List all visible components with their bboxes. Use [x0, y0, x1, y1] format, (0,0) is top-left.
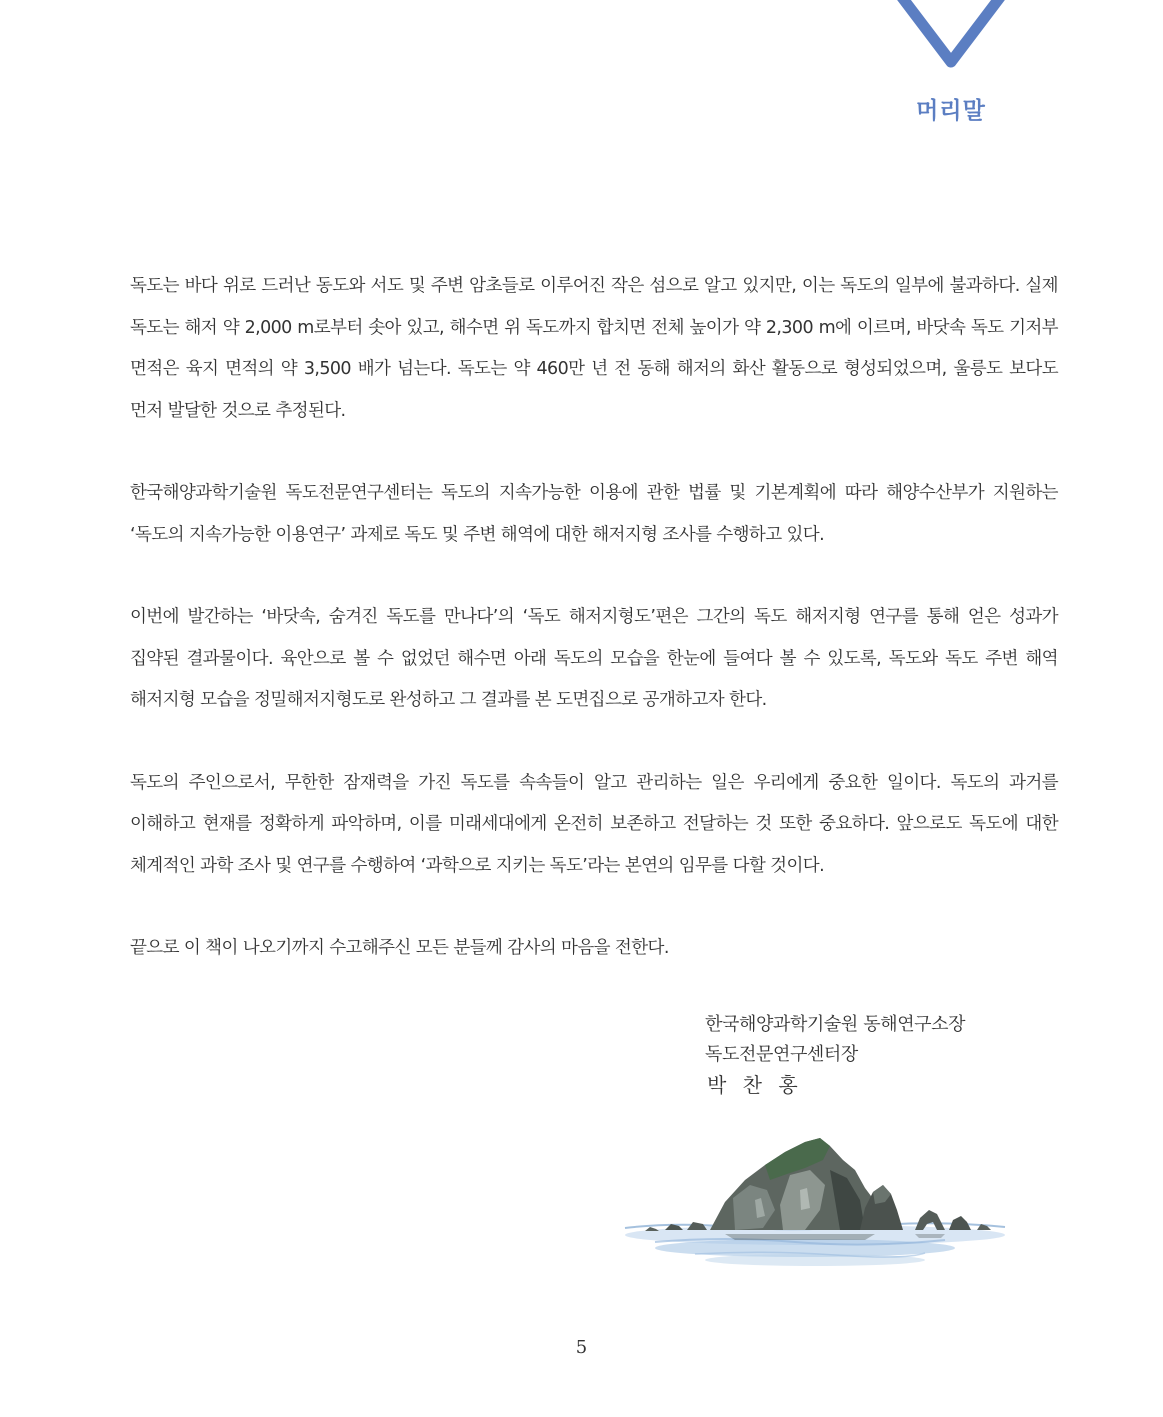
signature-block	[705, 1010, 965, 1100]
signature-affiliation: 한국해양과학기술원 동해연구소장	[705, 1014, 966, 1035]
body-text	[130, 266, 1058, 1011]
signature-name: 박 찬 홍	[707, 1073, 803, 1097]
paragraph: 이번에 발간하는 ‘바닷속, 숨겨진 독도를 만나다’의 ‘독도 해저지형도’편은 그간의 독도 해저지형 연구를 통해 얻은 성과가 집약된 결과물이다. 육안으로 볼 수 없었던 해수면 아래 독도의 모습을 한눈에 들여다 볼 수 있도록, 독도와 독도 주변 해역 해저지형 모습을 정밀해저지형도로 완성하고 그 결과를 본 도면집으로 공개하고자 한다.	[130, 607, 1058, 710]
section-title: 머리말	[916, 98, 986, 124]
chevron-down-icon	[893, 0, 1009, 76]
dokdo-island-illustration	[615, 1130, 1015, 1280]
paragraph: 한국해양과학기술원 독도전문연구센터는 독도의 지속가능한 이용에 관한 법률 및 기본계획에 따라 해양수산부가 지원하는 ‘독도의 지속가능한 이용연구’ 과제로 독도 및 주변 해역에 대한 해저지형 조사를 수행하고 있다.	[130, 483, 1058, 545]
page-number: 5	[575, 1337, 588, 1358]
paragraph: 끝으로 이 책이 나오기까지 수고해주신 모든 분들께 감사의 마음을 전한다.	[130, 938, 669, 958]
paragraph: 독도의 주인으로서, 무한한 잠재력을 가진 독도를 속속들이 알고 관리하는 일은 우리에게 중요한 일이다. 독도의 과거를 이해하고 현재를 정확하게 파악하며, 이를 미래세대에게 온전히 보존하고 전달하는 것 또한 중요하다. 앞으로도 독도에 대한 체계적인 과학 조사 및 연구를 수행하여 ‘과학으로 지키는 독도’라는 본연의 임무를 다할 것이다.	[130, 772, 1058, 876]
paragraph: 독도는 바다 위로 드러난 동도와 서도 및 주변 암초들로 이루어진 작은 섬으로 알고 있지만, 이는 독도의 일부에 불과하다. 실제 독도는 해저 약 2,000 m로부터 솟아 있고, 해수면 위 독도까지 합치면 전체 높이가 약 2,300 m에 이르며, 바닷속 독도 기저부 면적은 육지 면적의 약 3,500 배가 넘는다. 독도는 약 460만 년 전 동해 해저의 화산 활동으로 형성되었으며, 울릉도 보다도 먼저 발달한 것으로 추정된다.	[130, 276, 1058, 421]
signature-position: 독도전문연구센터장	[705, 1044, 858, 1065]
